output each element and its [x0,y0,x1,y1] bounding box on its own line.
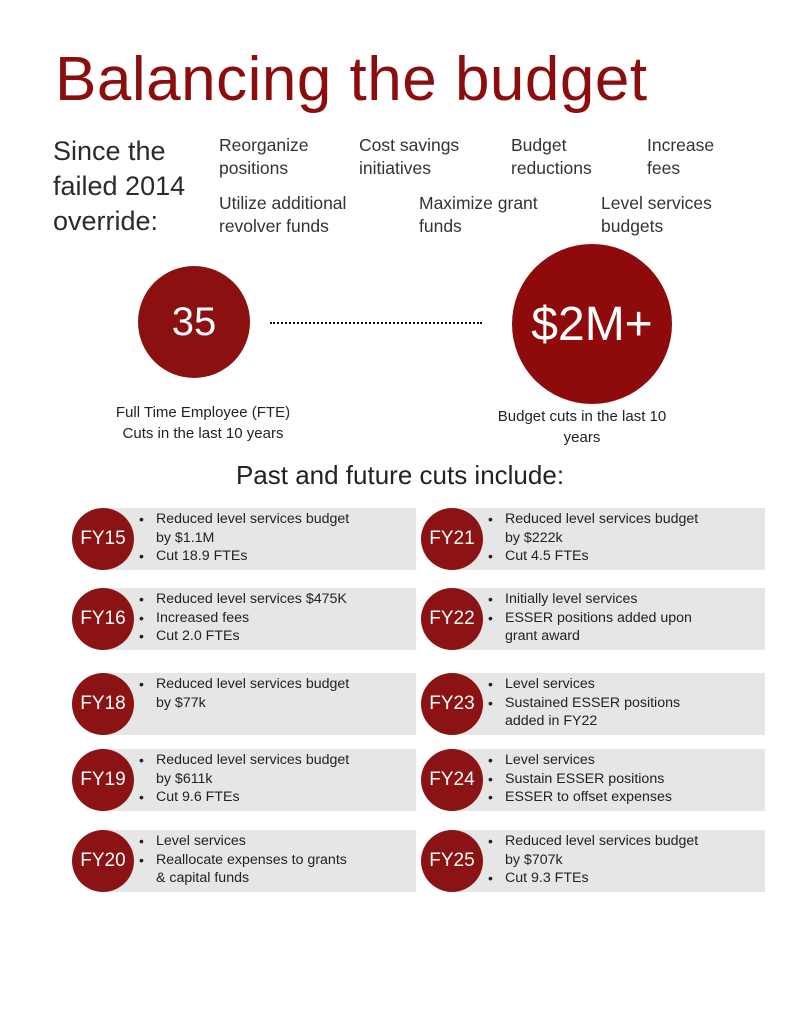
caption-line: Cuts in the last 10 years [122,425,284,442]
fy-bullet-line: • Level services [505,752,595,768]
fy-card-background [455,508,765,570]
fy-badge: FY16 [72,588,134,650]
fy-badge: FY22 [421,588,483,650]
fy-bullet-line: • Reduced level services budget [505,511,699,527]
fy-card-background [106,673,416,735]
fy-bullet-line: • Initially level services [505,591,638,607]
fy-bullet-item [156,510,416,547]
fy-bullet-line: • Increased fees [156,609,250,626]
fy-bullet-line: • ESSER to offset expenses [505,789,672,805]
fy-bullet-item [505,510,765,547]
budget-cuts-circle: $2M+ [512,244,672,404]
since-line: override: [53,206,159,236]
cuts-subheading: Past and future cuts include: [235,460,565,490]
fy-bullet-line: by $77k [156,694,206,711]
fy-bullet-list [106,675,416,712]
fy-bullet-item [505,869,765,888]
budget-caption [472,406,692,448]
fte-caption [98,402,308,444]
fy-bullet-item [505,590,765,609]
fy-bullet-line: by $222k [505,529,563,546]
since-line: failed 2014 [53,171,186,201]
fy-bullet-line: grant award [505,628,580,644]
fy-bullet-line: • Cut 9.3 FTEs [505,870,589,886]
caption-line: Budget cuts in the last 10 [497,408,667,425]
caption-line: Full Time Employee (FTE) [115,404,291,421]
fy-bullet-line: • Level services [505,676,595,692]
fy-bullet-item [505,547,765,566]
strategy-line: reductions [511,158,592,178]
fy-bullet-line: • ESSER positions added upon [505,609,692,626]
page-title: Balancing the budget [55,45,648,114]
fy-badge: FY19 [72,749,134,811]
fy-bullet-list [455,832,765,888]
fy-bullet-line: • Reduced level services budget [505,833,699,849]
fy-bullet-list [455,590,765,646]
fy-bullet-line: • Reallocate expenses to grants [156,851,347,868]
fy-bullet-line: • Reduced level services budget [156,676,350,692]
strategy-increase-fees [647,134,714,180]
fy-bullet-item [156,675,416,712]
fy-bullet-item [505,609,765,646]
fy-bullet-item [156,832,416,851]
fy-bullet-item [505,832,765,869]
fy-card-background [455,673,765,735]
since-line: Since the [53,136,166,166]
strategy-revolver-funds [219,192,346,238]
fy-badge: FY25 [421,830,483,892]
strategy-line: Level services [601,193,712,213]
dotted-arrow-line [270,322,482,324]
strategy-line: Increase [647,135,715,155]
fy-badge: FY24 [421,749,483,811]
fy-bullet-line: by $611k [156,770,213,787]
fy-bullet-item [156,590,416,609]
fy-bullet-line: • Cut 9.6 FTEs [156,789,240,805]
fy-bullet-line: • Cut 18.9 FTEs [156,548,248,564]
fy-bullet-line: • Level services [156,833,246,849]
fy-bullet-line: by $707k [505,851,563,868]
fy-bullet-item [156,627,416,646]
fy-bullet-list [455,751,765,807]
fy-badge: FY18 [72,673,134,735]
strategy-line: Reorganize [219,135,309,155]
fy-bullet-item [505,675,765,694]
fy-bullet-item [505,770,765,789]
strategy-line: Budget [511,135,567,155]
fy-card-background [455,588,765,650]
fy-bullet-item [156,788,416,807]
fy-bullet-line: • Reduced level services budget [156,752,350,768]
fte-cuts-circle: 35 [138,266,250,378]
fy-bullet-line: • Reduced level services $475K [156,591,347,607]
strategy-line: revolver funds [219,216,329,236]
strategy-line: initiatives [359,158,431,178]
fy-card-background [106,830,416,892]
fy-bullet-item [505,751,765,770]
strategy-cost-savings [359,134,459,180]
fy-bullet-line: • Cut 2.0 FTEs [156,628,240,644]
fy-badge: FY21 [421,508,483,570]
strategy-line: budgets [601,216,664,236]
fy-badge: FY23 [421,673,483,735]
fy-bullet-line: • Sustain ESSER positions [505,770,665,787]
fy-bullet-item [505,694,765,731]
fy-bullet-item [156,547,416,566]
fy-bullet-item [505,788,765,807]
fy-card-background [106,749,416,811]
since-heading [53,134,185,239]
strategy-line: fees [647,158,681,178]
fy-bullet-line: & capital funds [156,870,250,886]
strategy-grant-funds [419,192,538,238]
fy-badge: FY15 [72,508,134,570]
strategy-line: Utilize additional [219,193,347,213]
strategy-line: positions [219,158,289,178]
strategy-level-services [601,192,712,238]
strategy-line: Maximize grant [419,193,538,213]
fy-bullet-list [455,675,765,731]
fy-card-background [106,588,416,650]
fy-bullet-list [106,832,416,888]
fy-bullet-item [156,751,416,788]
fy-bullet-list [106,751,416,807]
strategy-line: funds [419,216,462,236]
strategy-budget-reductions [511,134,592,180]
fy-badge: FY20 [72,830,134,892]
fy-bullet-item [156,851,416,888]
strategy-line: Cost savings [359,135,460,155]
fy-bullet-line: • Reduced level services budget [156,511,350,527]
caption-line: years [563,429,601,446]
fy-bullet-list [106,590,416,646]
fy-card-background [106,508,416,570]
fy-bullet-line: • Cut 4.5 FTEs [505,548,589,564]
fy-bullet-list [106,510,416,566]
strategy-reorganize [219,134,309,180]
fy-bullet-line: • Sustained ESSER positions [505,694,681,711]
fy-bullet-line: by $1.1M [156,529,215,546]
fy-card-background [455,749,765,811]
fy-card-background [455,830,765,892]
fy-bullet-item [156,609,416,628]
fy-bullet-list [455,510,765,566]
fy-bullet-line: added in FY22 [505,713,598,729]
